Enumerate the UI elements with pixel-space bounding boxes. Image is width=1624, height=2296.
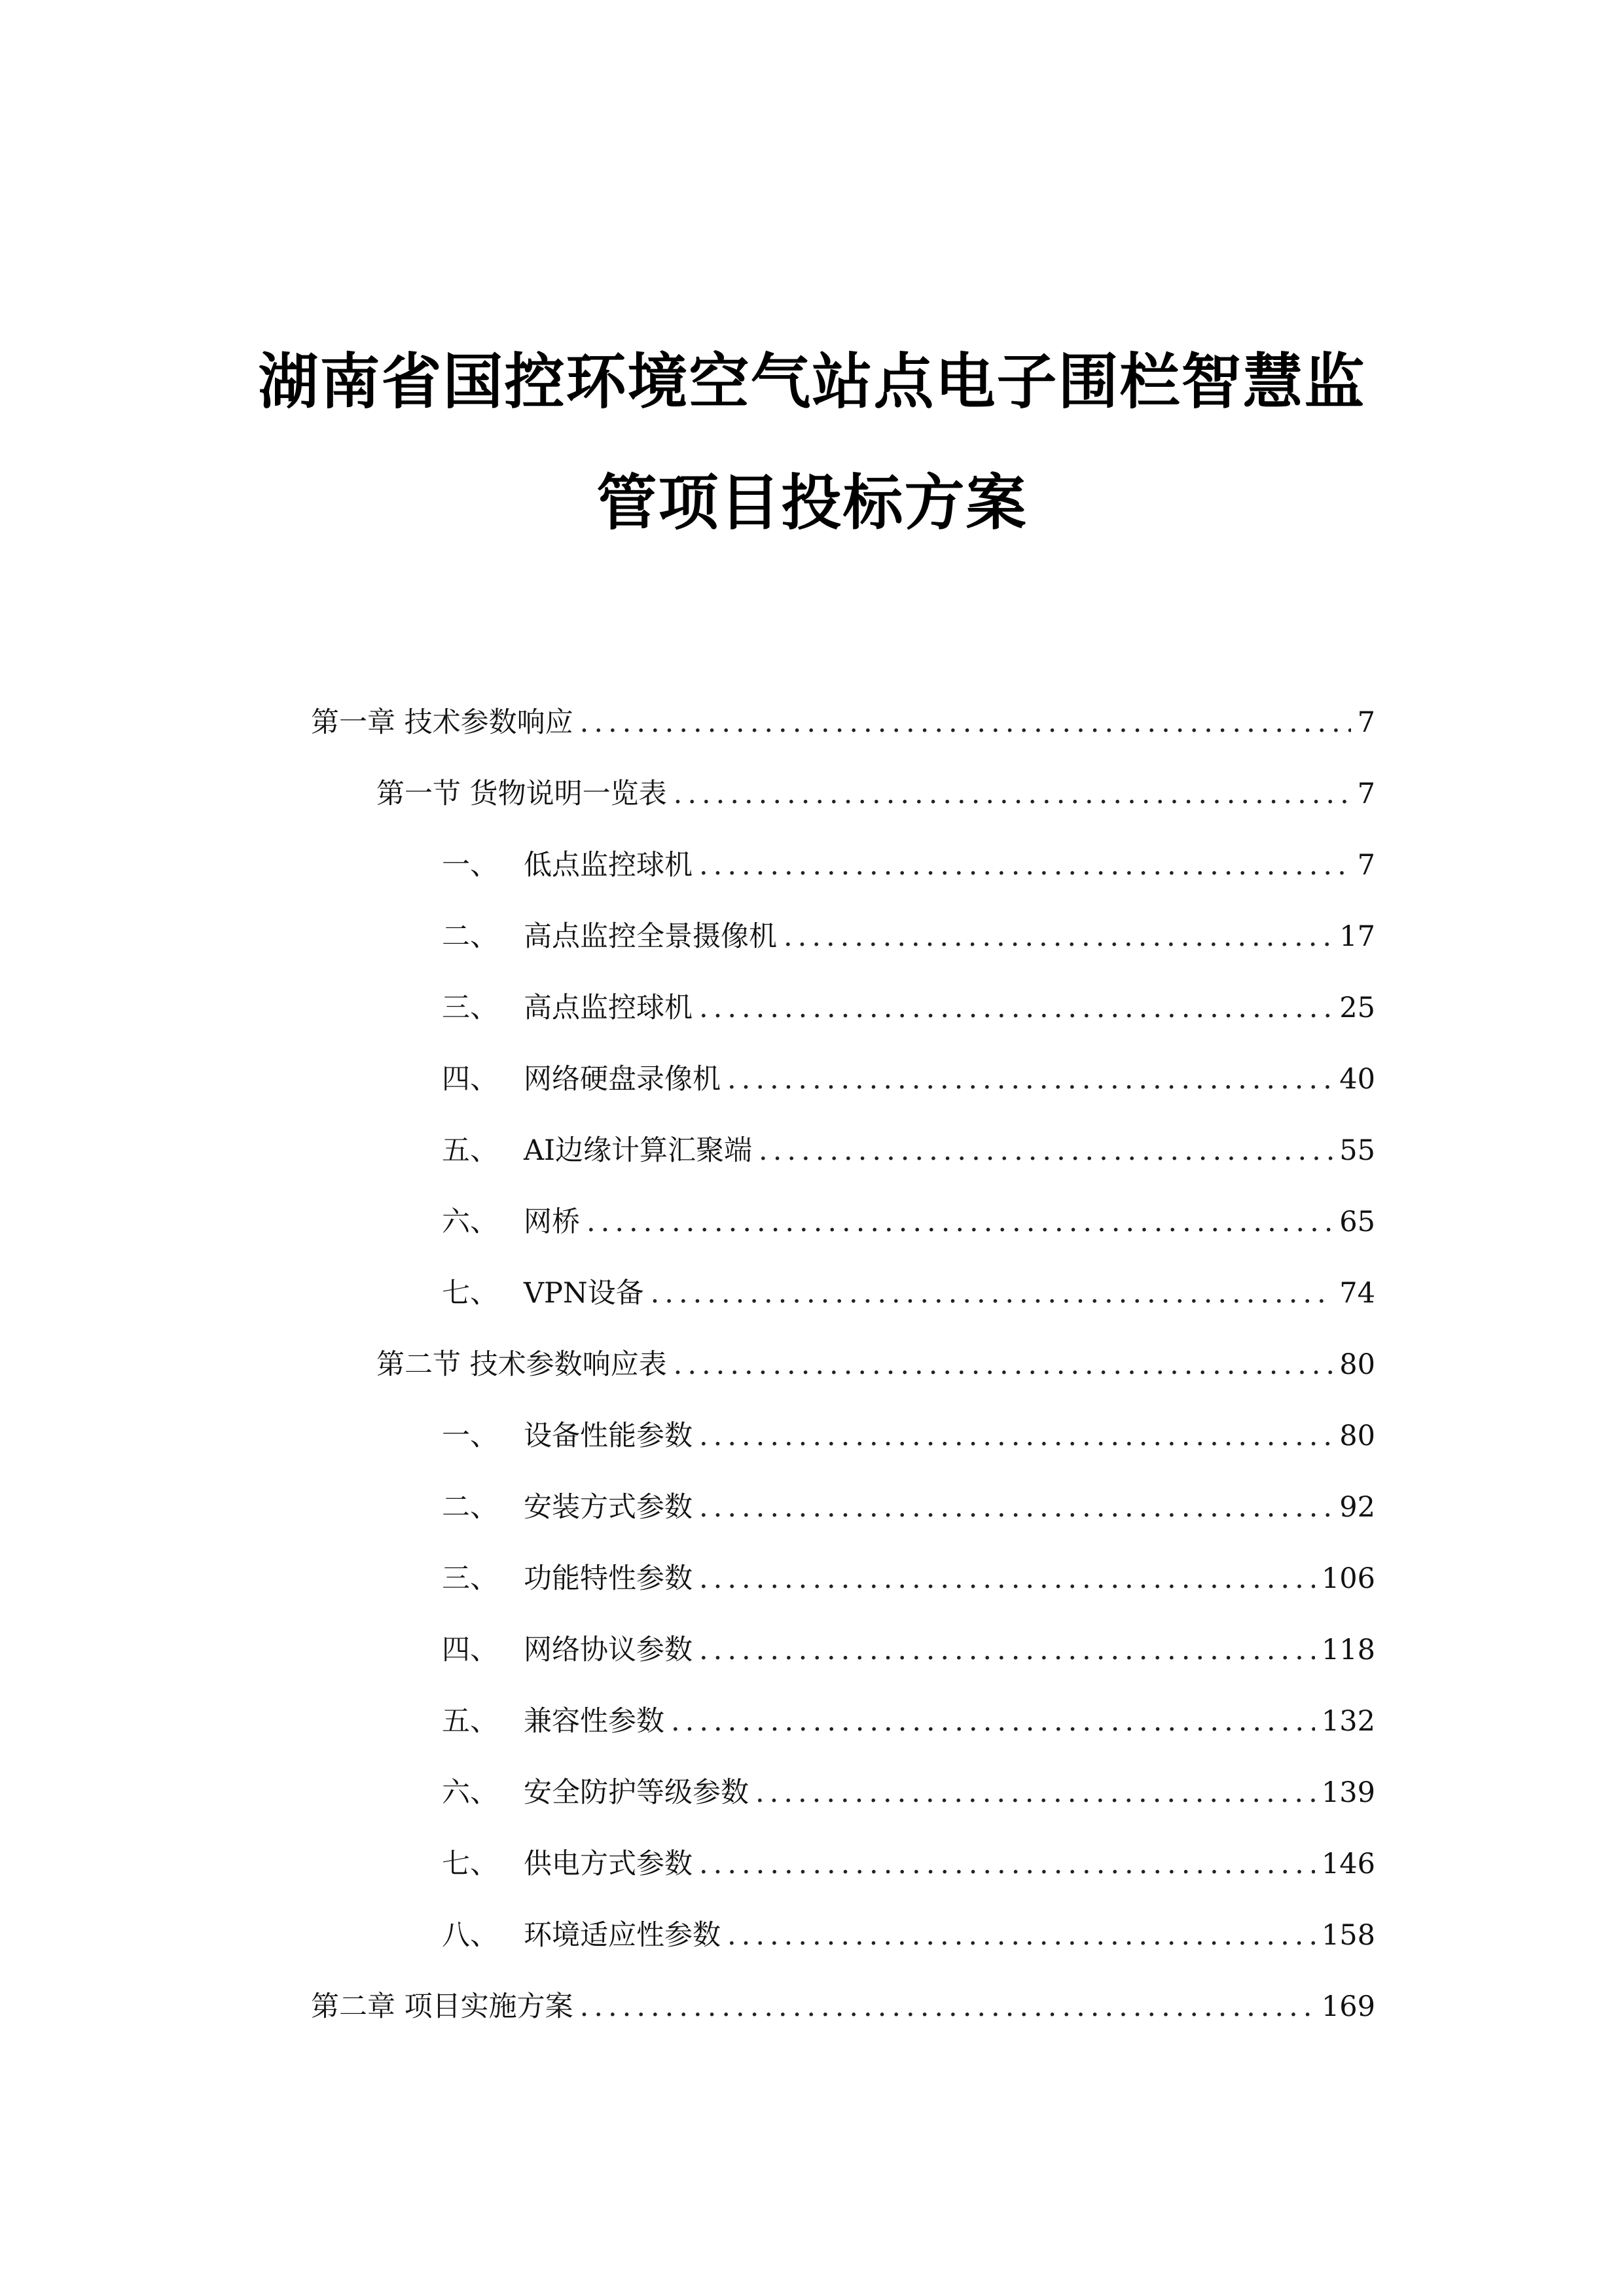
toc-leader-dots	[755, 1776, 1315, 1809]
toc-page-number: 25	[1339, 992, 1375, 1024]
toc-entry-prefix: 一、	[442, 849, 498, 882]
toc-entry-label	[442, 1200, 580, 1240]
toc-entry[interactable]	[442, 1628, 1375, 1667]
toc-entry-prefix: 七、	[442, 1277, 498, 1310]
toc-leader-dots	[699, 1562, 1315, 1595]
toc-leader-dots	[674, 778, 1351, 810]
toc-leader-dots	[699, 1491, 1333, 1524]
toc-entry[interactable]	[442, 1556, 1375, 1596]
toc-leader-dots	[674, 1348, 1333, 1381]
toc-entry[interactable]	[311, 700, 1375, 740]
toc-page-number: 106	[1321, 1562, 1375, 1595]
toc-entry-prefix: 二、	[442, 920, 498, 953]
toc-entry-label	[376, 772, 667, 812]
toc-page-number: 55	[1339, 1134, 1375, 1167]
toc-entry-text: 功能特性参数	[524, 1562, 693, 1595]
toc-entry-prefix: 四、	[442, 1063, 498, 1096]
toc-entry[interactable]	[376, 1342, 1375, 1382]
toc-entry-label	[442, 1556, 693, 1596]
toc-page-number: 17	[1339, 920, 1375, 953]
toc-page-number: 80	[1339, 1348, 1375, 1381]
toc-entry[interactable]	[311, 1984, 1375, 2024]
toc-entry-text: 环境适应性参数	[524, 1919, 721, 1952]
toc-page-number: 80	[1339, 1420, 1375, 1452]
toc-entry-label	[442, 1842, 693, 1882]
toc-entry-label	[442, 914, 777, 954]
toc-entry[interactable]	[442, 1913, 1375, 1952]
toc-entry-prefix: 七、	[442, 1848, 498, 1880]
toc-entry[interactable]	[442, 1200, 1375, 1239]
toc-entry[interactable]	[442, 1842, 1375, 1881]
toc-leader-dots	[699, 1634, 1315, 1666]
toc-entry-label	[311, 700, 573, 740]
toc-entry[interactable]	[442, 986, 1375, 1025]
toc-entry-label	[442, 1485, 693, 1525]
toc-leader-dots	[699, 992, 1333, 1024]
toc-entry-label	[442, 1770, 749, 1810]
toc-entry-prefix: 一、	[442, 1420, 498, 1452]
toc-entry-label	[442, 986, 693, 1026]
toc-entry[interactable]	[442, 1699, 1375, 1738]
toc-page-number: 74	[1339, 1277, 1375, 1310]
toc-entry-text: AI边缘计算汇聚端	[524, 1134, 753, 1167]
toc-leader-dots	[699, 1420, 1333, 1452]
toc-page-number: 118	[1321, 1634, 1375, 1666]
toc-leader-dots	[586, 1206, 1333, 1238]
toc-entry-label	[376, 1342, 667, 1382]
toc-entry-label	[442, 1913, 721, 1953]
toc-entry-text: 兼容性参数	[524, 1705, 664, 1738]
toc-entry[interactable]	[442, 1414, 1375, 1453]
toc-entry-text: VPN设备	[524, 1277, 644, 1310]
toc-entry-prefix: 三、	[442, 1562, 498, 1595]
toc-entry-text: 低点监控球机	[524, 849, 693, 882]
toc-entry[interactable]	[442, 1057, 1375, 1096]
toc-entry-prefix: 三、	[442, 992, 498, 1024]
toc-entry-label	[442, 1699, 664, 1739]
toc-entry-label	[442, 843, 693, 883]
toc-entry[interactable]	[442, 1770, 1375, 1810]
toc-leader-dots	[759, 1134, 1333, 1167]
toc-entry-text: 网桥	[524, 1206, 580, 1238]
toc-page-number: 65	[1339, 1206, 1375, 1238]
toc-entry[interactable]	[376, 772, 1375, 811]
toc-entry[interactable]	[442, 1128, 1375, 1168]
toc-entry-prefix: 八、	[442, 1919, 498, 1952]
toc-page-number: 158	[1321, 1919, 1375, 1952]
toc-page-number: 7	[1357, 849, 1375, 882]
toc-page-number: 139	[1321, 1776, 1375, 1809]
toc-page-number: 132	[1321, 1705, 1375, 1738]
toc-leader-dots	[580, 1990, 1315, 2023]
toc-entry-text: 第二节 技术参数响应表	[376, 1348, 667, 1381]
document-title-line-1: 湖南省国控环境空气站点电子围栏智慧监	[258, 347, 1366, 417]
toc-leader-dots	[784, 920, 1333, 953]
toc-page-number: 40	[1339, 1063, 1375, 1096]
document-title-line-2: 管项目投标方案	[596, 468, 1028, 538]
toc-entry-label	[442, 1628, 693, 1668]
toc-entry[interactable]	[442, 1271, 1375, 1310]
toc-page-number: 146	[1321, 1848, 1375, 1880]
toc-entry-label	[442, 1414, 693, 1454]
toc-entry-text: 安全防护等级参数	[524, 1776, 749, 1809]
toc-entry-prefix: 五、	[442, 1705, 498, 1738]
toc-entry-prefix: 六、	[442, 1776, 498, 1809]
toc-leader-dots	[699, 1848, 1315, 1880]
toc-entry-text: 网络硬盘录像机	[524, 1063, 721, 1096]
toc-entry[interactable]	[442, 1485, 1375, 1524]
toc-entry-prefix: 二、	[442, 1491, 498, 1524]
toc-entry-label	[442, 1057, 721, 1097]
toc-entry-text: 供电方式参数	[524, 1848, 693, 1880]
toc-entry-text: 设备性能参数	[524, 1420, 693, 1452]
toc-page-number: 7	[1357, 706, 1375, 739]
toc-entry[interactable]	[442, 843, 1375, 882]
toc-page-number: 92	[1339, 1491, 1375, 1524]
toc-leader-dots	[727, 1063, 1333, 1096]
toc-leader-dots	[651, 1277, 1333, 1310]
toc-entry-text: 第二章 项目实施方案	[311, 1990, 573, 2023]
toc-leader-dots	[580, 706, 1351, 739]
toc-entry-text: 高点监控全景摄像机	[524, 920, 777, 953]
toc-entry-prefix: 五、	[442, 1134, 498, 1167]
toc-entry-prefix: 四、	[442, 1634, 498, 1666]
toc-entry-text: 安装方式参数	[524, 1491, 693, 1524]
toc-leader-dots	[699, 849, 1351, 882]
toc-entry-label	[442, 1271, 644, 1311]
toc-entry[interactable]	[442, 914, 1375, 954]
toc-page-number: 7	[1357, 778, 1375, 810]
toc-leader-dots	[671, 1705, 1315, 1738]
toc-entry-text: 第一章 技术参数响应	[311, 706, 573, 739]
toc-entry-text: 网络协议参数	[524, 1634, 693, 1666]
toc-leader-dots	[727, 1919, 1315, 1952]
toc-entry-prefix: 六、	[442, 1206, 498, 1238]
toc-entry-text: 高点监控球机	[524, 992, 693, 1024]
toc-page-number: 169	[1321, 1990, 1375, 2023]
toc-entry-label	[311, 1984, 573, 2024]
toc-entry-text: 第一节 货物说明一览表	[376, 778, 667, 810]
toc-entry-label	[442, 1128, 752, 1168]
